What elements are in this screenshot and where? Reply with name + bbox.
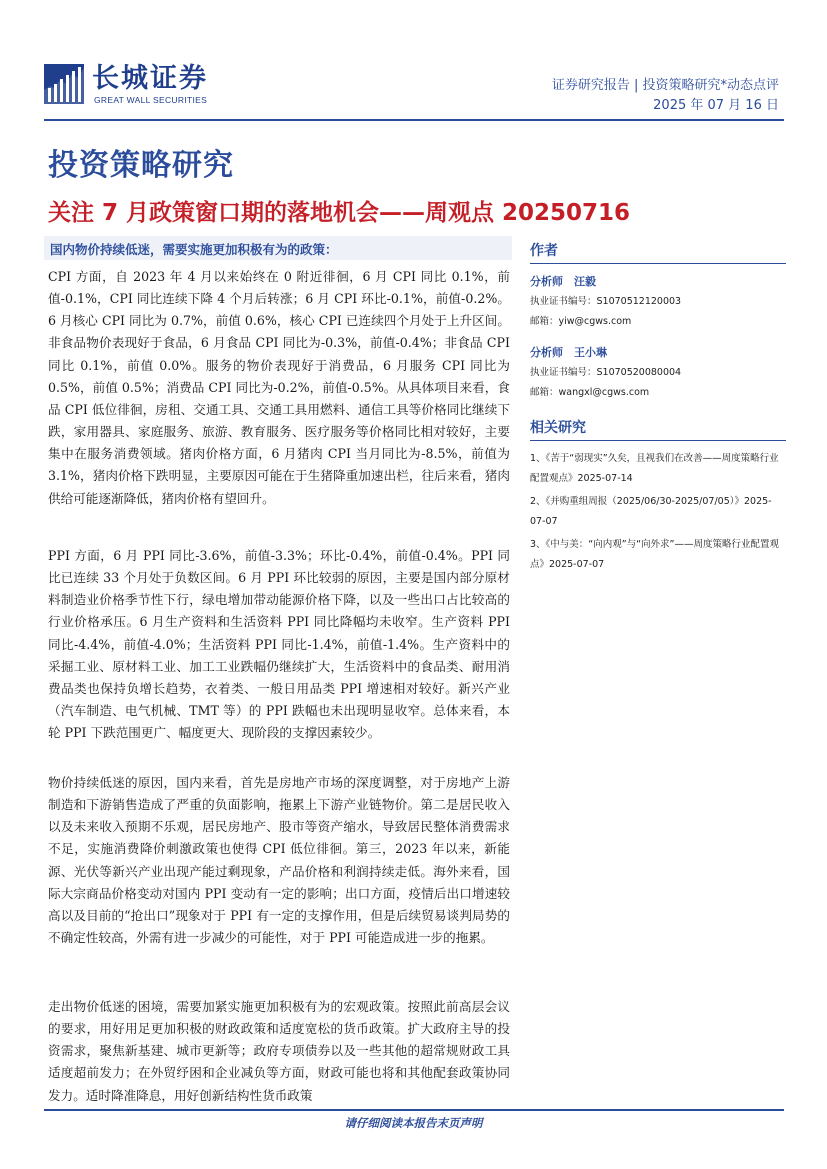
paragraph-ppi: PPI 方面，6 月 PPI 同比-3.6%，前值-3.3%；环比-0.4%，前值-0.4%。PPI 同比已连续 33 个月处于负数区间。6 月 PPI 环比较弱的原因，主要是国内部分原材料制造业价格季节性下行，绿电增加带动能源价格下降，以及一些出口占比较高的行业价格承压。6 月生产资料和生活资料 PPI 同比降幅均未收窄。生产资料 PPI 同比-4.4%，前值-4.0%；生活资料 PPI 同比-1.4%，前值-1.4%。生产资料中的采掘工业、原材料工业、加工工业跌幅仍继续扩大，生活资料中的食品类、耐用消费品类也保持负增长趋势，衣着类、一般日用品类 PPI 增速相对较好。新兴产业（汽车制造、电气机械、TMT 等）的 PPI 跌幅也未出现明显收窄。总体来看，本轮 PPI 下跌范围更广、幅度更大、现阶段的支撑因素较少。	[48, 548, 510, 741]
report-date: 2025 年 07 月 16 日	[653, 98, 779, 113]
footer-disclaimer: 请仔细阅读本报告末页声明	[344, 1116, 483, 1130]
report-meta	[552, 76, 779, 116]
report-category: 证券研究报告 | 投资策略研究*动态点评	[551, 78, 779, 93]
header-divider	[44, 119, 784, 121]
analyst-email[interactable]: 邮箱：wangxl@cgws.com	[530, 387, 650, 398]
company-logo	[44, 64, 234, 108]
related-research	[530, 417, 786, 575]
lead-sentence: 国内物价持续低迷，需要实施更加积极有为的政策：	[50, 242, 338, 257]
authors-heading: 作者	[530, 240, 786, 264]
analyst-cert: 执业证书编号：S1070520080004	[530, 367, 682, 378]
analyst-name: 分析师 汪毅	[530, 275, 596, 288]
related-item[interactable]: 2、《并购重组周报（2025/06/30-2025/07/05）》2025-07-07	[530, 496, 772, 527]
main-body	[48, 266, 510, 1132]
paragraph-policy: 走出物价低迷的困境，需要加紧实施更加积极有为的宏观政策。按照此前高层会议的要求，用好用足更加积极的财政政策和适度宽松的货币政策。扩大政府主导的投资需求，聚焦新基建、城市更新等；政府专项债券以及一些其他的超常规财政工具适度超前发力；在外贸纾困和企业减负等方面，财政可能也将和其他配套政策协同发力。适时降准降息，用好创新结构性货币政策	[48, 999, 510, 1103]
sidebar	[530, 240, 786, 578]
footer-divider	[44, 1109, 784, 1111]
great-wall-logo-icon	[44, 64, 84, 104]
related-list	[530, 449, 786, 575]
paragraph-cpi: CPI 方面，自 2023 年 4 月以来始终在 0 附近徘徊，6 月 CPI 同比 0.1%，前值-0.1%，CPI 同比连续下降 4 个月后转涨；6 月 CPI 环比-0.1%，前值-0.2%。6 月核心 CPI 同比为 0.7%，前值 0.6%，核心 CPI 已连续四个月处于上升区间。非食品物价表现好于食品，6 月食品 CPI 同比为-0.3%，前值-0.4%；非食品 CPI 同比 0.1%，前值 0.0%。服务的物价表现好于消费品，6 月服务 CPI 同比为 0.5%，前值 0.5%；消费品 CPI 同比为-0.2%，前值-0.5%。从具体项目来看，食品 CPI 低位徘徊，房租、交通工具、交通工具用燃料、通信工具等价格同比继续下跌，家用器具、家庭服务、旅游、教育服务、医疗服务等价格同比相对较好，主要集中在服务消费领域。猪肉价格方面，6 月猪肉 CPI 当月同比为-8.5%，前值为 3.1%，猪肉价格下跌明显，主要原因可能在于生猪降重加速出栏，往后来看，猪肉供给可能逐渐降低，猪肉价格有望回升。	[48, 269, 510, 506]
logo-english-name: GREAT WALL SECURITIES	[94, 95, 208, 105]
analyst-cert: 执业证书编号：S1070512120003	[530, 296, 682, 307]
related-item[interactable]: 3、《中与美：“向内观”与“向外求”——周度策略行业配置观点》2025-07-07	[530, 539, 779, 570]
paragraph-causes: 物价持续低迷的原因，国内来看，首先是房地产市场的深度调整，对于房地产上游制造和下游销售造成了严重的负面影响，拖累上下游产业链物价。第二是居民收入以及未来收入预期不乐观，居民房地产、股市等资产缩水，导致居民整体消费需求不足，实施消费降价刺激政策也使得 CPI 低位徘徊。第三，2023 年以来，新能源、光伏等新兴产业出现产能过剩现象，产品价格和利润持续走低。海外来看，国际大宗商品价格变动对国内 PPI 变动有一定的影响；出口方面，疫情后出口增速较高以及目前的“抢出口”现象对于 PPI 有一定的支撑作用，但是后续贸易谈判局势的不确定性较高，外需有进一步减少的可能性，对于 PPI 可能造成进一步的拖累。	[48, 775, 510, 946]
section-title: 投资策略研究	[48, 148, 234, 183]
analyst-email[interactable]: 邮箱：yiw@cgws.com	[530, 316, 632, 327]
author-block	[530, 272, 786, 403]
logo-chinese-name: 长城证券	[92, 63, 208, 94]
related-heading: 相关研究	[530, 417, 786, 441]
report-title: 关注 7 月政策窗口期的落地机会——周观点 20250716	[48, 200, 631, 226]
analyst-name: 分析师 王小琳	[530, 346, 607, 359]
related-item[interactable]: 1、《苦于“弱现实”久矣，且视我们在改善——周度策略行业配置观点》2025-07-14	[530, 453, 779, 484]
